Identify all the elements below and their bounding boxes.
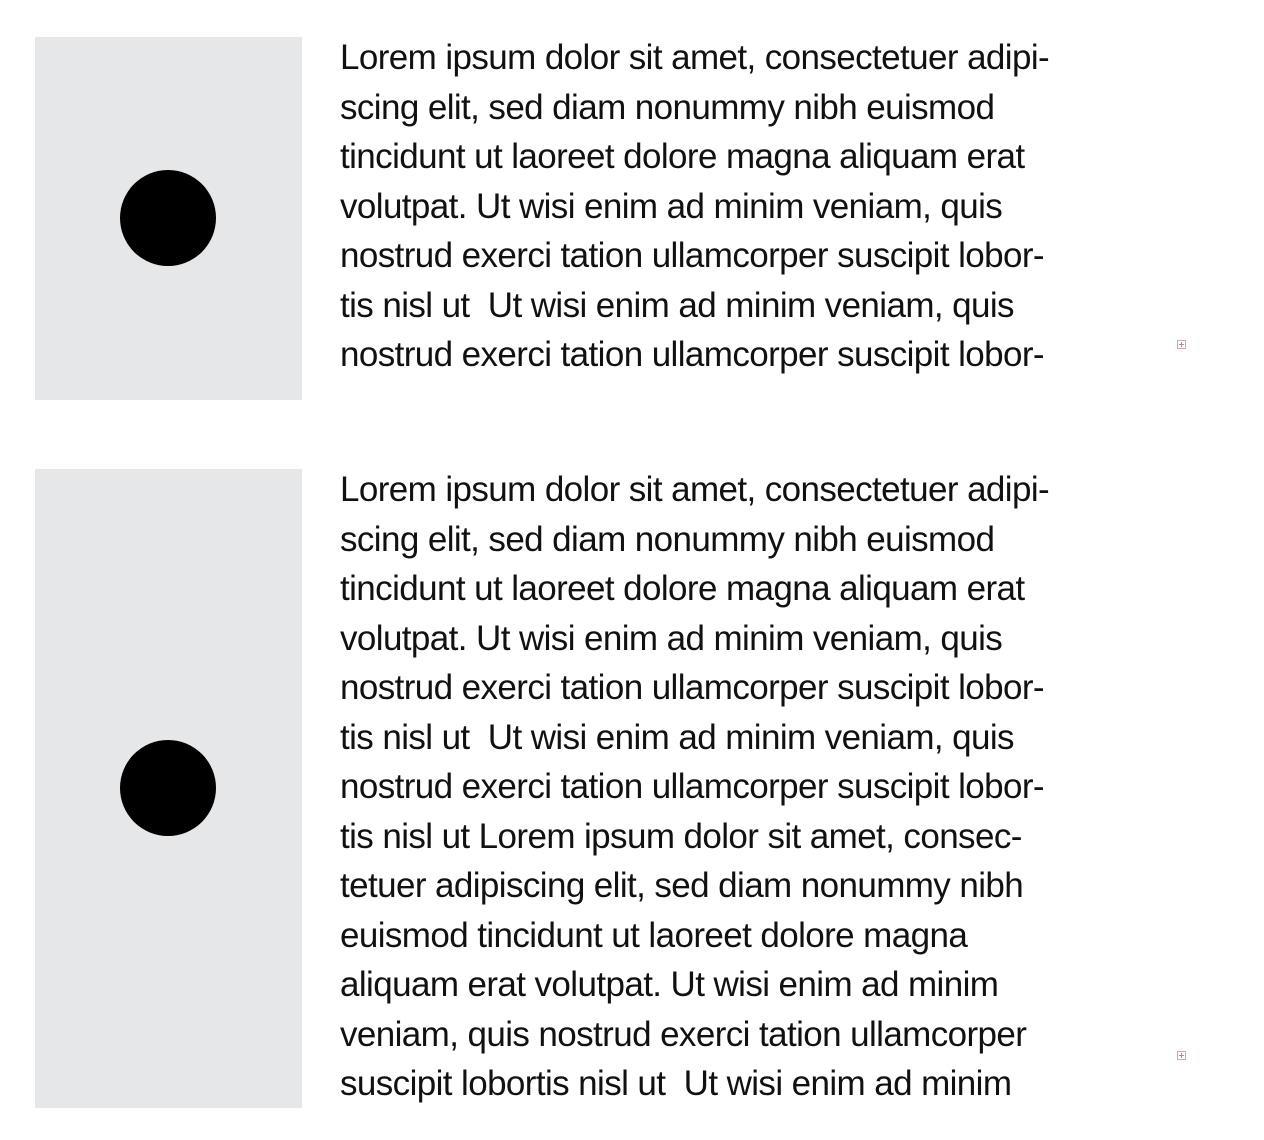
text-line: Lorem ipsum dolor sit amet, consectetuer adipi- <box>340 38 1050 77</box>
text-line: veniam, quis nostrud exerci tation ullamcorper <box>340 1014 1027 1054</box>
overset-text-icon[interactable] <box>1177 340 1186 349</box>
text-frame-1 <box>340 33 1180 380</box>
text-line: volutpat. Ut wisi enim ad minim veniam, quis <box>340 186 1003 226</box>
text-line: nostrud exerci tation ullamcorper suscipit lobor- <box>340 236 1044 275</box>
text-line: nostrud exerci tation ullamcorper suscipit lobor- <box>340 335 1044 374</box>
text-line: Lorem ipsum dolor sit amet, consectetuer adipi- <box>340 470 1050 509</box>
image-placeholder-2 <box>35 469 302 1108</box>
overset-text-icon[interactable] <box>1177 1051 1186 1060</box>
text-line: scing elit, sed diam nonummy nibh euismod <box>340 519 995 559</box>
text-line: suscipit lobortis nisl ut Ut wisi enim ad minim <box>340 1064 1012 1103</box>
text-line: scing elit, sed diam nonummy nibh euismod <box>340 87 995 127</box>
text-line: tis nisl ut Ut wisi enim ad minim veniam, quis <box>340 717 1014 757</box>
text-line: aliquam erat volutpat. Ut wisi enim ad minim <box>340 965 999 1004</box>
text-line: tetuer adipiscing elit, sed diam nonummy nibh <box>340 866 1024 905</box>
text-line: tis nisl ut Ut wisi enim ad minim veniam, quis <box>340 285 1014 325</box>
text-line: tincidunt ut laoreet dolore magna aliquam erat <box>340 137 1025 176</box>
image-placeholder-1 <box>35 37 302 400</box>
text-line: nostrud exerci tation ullamcorper suscipit lobor- <box>340 767 1044 806</box>
text-line: tincidunt ut laoreet dolore magna aliquam erat <box>340 569 1025 608</box>
text-line: volutpat. Ut wisi enim ad minim veniam, quis <box>340 618 1003 658</box>
circle-graphic-2 <box>120 740 216 836</box>
circle-graphic-1 <box>120 170 216 266</box>
text-line: euismod tincidunt ut laoreet dolore magna <box>340 915 968 955</box>
text-line: tis nisl ut Lorem ipsum dolor sit amet, consec- <box>340 816 1022 856</box>
text-line: nostrud exerci tation ullamcorper suscipit lobor- <box>340 668 1044 707</box>
text-frame-2 <box>340 465 1180 1109</box>
